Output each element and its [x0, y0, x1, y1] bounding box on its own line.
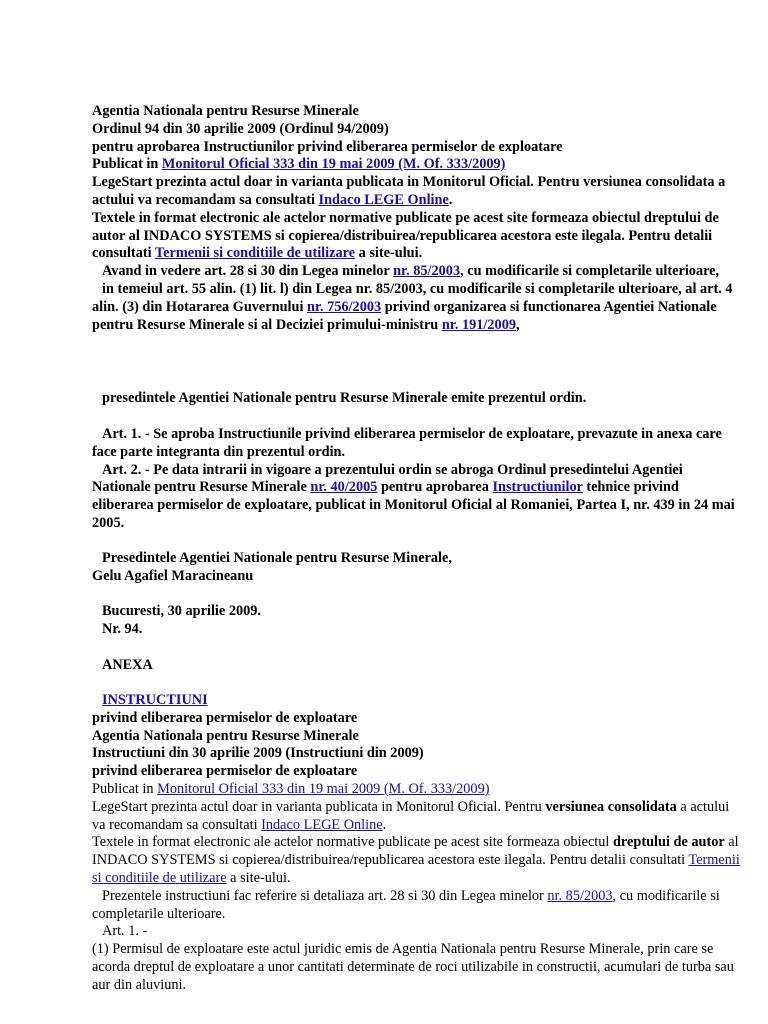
annex-article-1-heading: Art. 1. - [102, 923, 148, 940]
indaco-lege-online-link[interactable]: Indaco LEGE Online [318, 191, 449, 208]
signatory-name: Gelu Agafiel Maracineanu [92, 567, 254, 584]
hg-756-2003-link[interactable]: nr. 756/2003 [307, 298, 382, 315]
annex-title [92, 692, 740, 710]
anexa-heading: ANEXA [102, 657, 153, 673]
signatory-title: Presedintele Agentiei Nationale pentru Resurse Minerale, [102, 550, 452, 566]
monitorul-oficial-link[interactable]: Monitorul Oficial 333 din 19 mai 2009 (M. Of. 333/2009) [161, 156, 506, 173]
article-1: Art. 1. - Se aproba Instructiunile privind eliberarea permiselor de exploatare, prevazute in anexa care face parte integranta din prezentul ordin. [92, 426, 722, 460]
header-block [92, 103, 740, 334]
annex-copyright-notice: Textele in format electronic ale actelor normative publicate pe acest site formeaza obiectul dreptului de autor al INDACO SYSTEMS si copierea/distribuirea/republicarea acestora este ilegala. Pentru detalii consultati Termenii si conditiile de utilizare a site-ului. [92, 834, 740, 886]
instructiuni-link[interactable]: INSTRUCTIUNI [102, 692, 208, 708]
legestart-notice: LegeStart prezinta actul doar in varianta publicata in Monitorul Oficial. Pentru versiunea consolidata a actului va recomandam sa consultati Indaco LEGE Online. [92, 174, 726, 208]
order-number: Nr. 94. [102, 620, 143, 637]
order-title: Ordinul 94 din 30 aprilie 2009 (Ordinul 94/2009) [92, 120, 389, 137]
anexa-block [92, 657, 740, 675]
annex-line-1: privind eliberarea permiselor de exploatare [92, 709, 358, 726]
decision-191-2009-link[interactable]: nr. 191/2009 [441, 316, 516, 333]
order-subject: pentru aprobarea Instructiunilor privind eliberarea permiselor de exploatare [92, 138, 563, 155]
place-date: Bucuresti, 30 aprilie 2009. [102, 603, 261, 619]
annex-published-line: Publicat in Monitorul Oficial 333 din 19 mai 2009 (M. Of. 333/2009) [92, 780, 490, 797]
annex-line-3: Instructiuni din 30 aprilie 2009 (Instructiuni din 2009) [92, 745, 424, 762]
annex-terms-link[interactable]: Termenii si conditiile de utilizare [92, 852, 740, 886]
annex-law-85-2003-link[interactable]: nr. 85/2003 [547, 887, 613, 904]
article-2: Art. 2. - Pe data intrarii in vigoare a prezentului ordin se abroga Ordinul presedintelui Agentiei Nationale pentru Resurse Minerale nr. 40/2005 pentru aprobarea Instructiunilor tehnice privind eliberarea permiselor de exploatare, publicat in Monitorul Oficial al Romaniei, Partea I, nr. 439 in 24 mai 2005. [92, 461, 735, 531]
issuer-line: Agentia Nationala pentru Resurse Minerale [92, 103, 359, 119]
instructiunilor-link[interactable]: Instructiunilor [492, 479, 583, 496]
copyright-notice: Textele in format electronic ale actelor normative publicate pe acest site formeaza obiectul dreptului de autor al INDACO SYSTEMS si copierea/distribuirea/republicarea acestora este ilegala. Pentru detalii consultati Termenii si conditiile de utilizare a site-ului. [92, 209, 719, 262]
articles-block [92, 426, 740, 533]
order-40-2005-link[interactable]: nr. 40/2005 [310, 479, 378, 496]
place-date-block [92, 603, 740, 639]
law-85-2003-link[interactable]: nr. 85/2003 [393, 263, 461, 280]
annex-article-1-paragraph-1: (1) Permisul de exploatare este actul juridic emis de Agentia Nationala pentru Resurse Minerale, prin care se acorda dreptul de exploatare a unor cantitati determinate de roci utilizabile in constructii, acumulari de turba sau aur din aluviuni. [92, 941, 734, 993]
annex-line-4: privind eliberarea permiselor de exploatare [92, 763, 358, 780]
published-line: Publicat in Monitorul Oficial 333 din 19 mai 2009 (M. Of. 333/2009) [92, 156, 506, 173]
preamble-2: in temeiul art. 55 alin. (1) lit. l) din Legea nr. 85/2003, cu modificarile si completarile ulterioare, al art. 4 alin. (3) din Hotararea Guvernului nr. 756/2003 privind organizarea si functionarea Agentiei Nationale pentru Resurse Minerale si al Deciziei primului-ministru nr. 191/2009, [92, 280, 733, 333]
annex-monitorul-oficial-link[interactable]: Monitorul Oficial 333 din 19 mai 2009 (M. Of. 333/2009) [157, 780, 490, 797]
annex-line-2: Agentia Nationala pentru Resurse Minerale [92, 727, 359, 744]
preamble-3-block [92, 390, 740, 408]
preamble-1: Avand in vedere art. 28 si 30 din Legea minelor nr. 85/2003, cu modificarile si completarile ulterioare, [102, 263, 720, 280]
signature-block [92, 550, 740, 586]
annex-indaco-lege-online-link[interactable]: Indaco LEGE Online [261, 816, 383, 833]
annex-block [92, 692, 740, 995]
preamble-3: presedintele Agentiei Nationale pentru Resurse Minerale emite prezentul ordin. [102, 390, 587, 406]
annex-intro: Prezentele instructiuni fac referire si detaliaza art. 28 si 30 din Legea minelor nr. 85/2003, cu modificarile si completarile ulterioare. [92, 887, 720, 922]
annex-legestart-notice: LegeStart prezinta actul doar in varianta publicata in Monitorul Oficial. Pentru versiunea consolidata a actului va recomandam sa consultati Indaco LEGE Online. [92, 798, 730, 833]
terms-link[interactable]: Termenii si conditiile de utilizare [154, 245, 356, 262]
